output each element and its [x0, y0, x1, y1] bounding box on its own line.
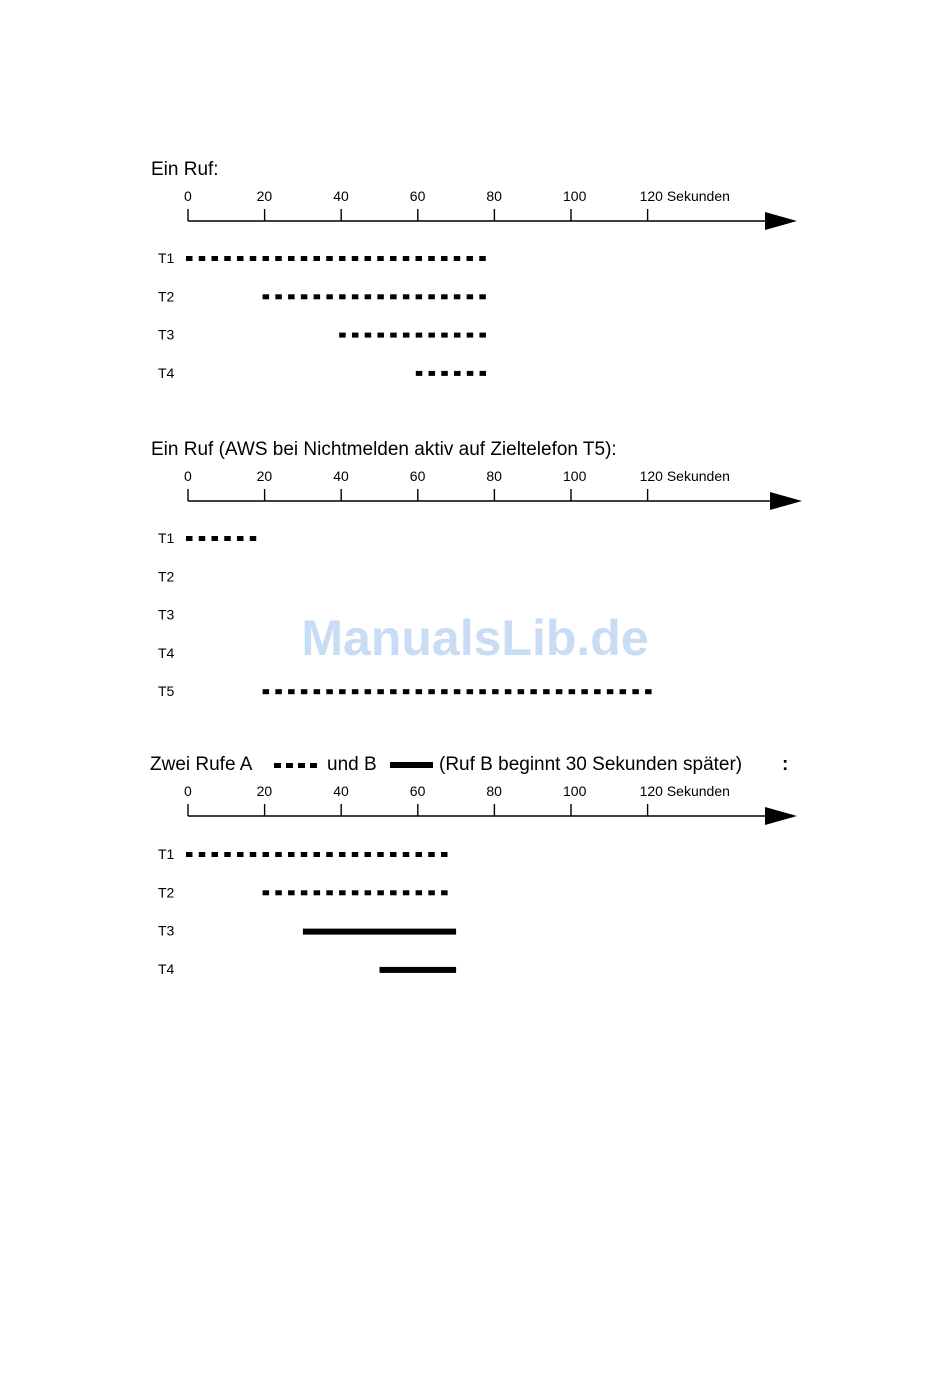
row-label-t5: T5 — [158, 683, 175, 700]
axis-tick-label: 40 — [333, 468, 349, 484]
axis-tick-label: 20 — [256, 468, 273, 484]
axis-tick-label: 20 — [256, 783, 273, 799]
dash — [365, 333, 372, 338]
axis-tick-label: 0 — [184, 468, 192, 484]
dash — [339, 333, 346, 338]
dash — [314, 256, 321, 261]
axis-tick-label: 120 Sekunden — [639, 783, 730, 799]
dash — [339, 294, 346, 299]
call-a-dotted-segment — [416, 371, 486, 376]
dash — [224, 852, 231, 857]
dash — [352, 256, 359, 261]
axis-tick-label: 0 — [184, 783, 192, 799]
dash — [441, 333, 448, 338]
dash — [301, 256, 308, 261]
dash — [186, 852, 193, 857]
dash — [492, 689, 499, 694]
dash — [467, 371, 474, 376]
dash — [352, 333, 359, 338]
diagram-1 — [151, 159, 797, 381]
dash — [390, 333, 397, 338]
dash — [607, 689, 614, 694]
diagram-2-axis — [184, 468, 802, 510]
dash — [377, 294, 384, 299]
dash — [224, 536, 231, 541]
dash — [326, 689, 333, 694]
dash — [275, 852, 282, 857]
diagram-1-rows — [158, 250, 486, 381]
dash — [416, 689, 423, 694]
dash — [594, 689, 601, 694]
row-label-t3: T3 — [158, 606, 175, 623]
row-label-t1: T1 — [158, 846, 175, 862]
diagram-3-title-part-1: Zwei Rufe A — [150, 754, 253, 775]
call-a-dotted-segment — [186, 852, 448, 857]
dash — [263, 689, 270, 694]
diagram-3-title-part-4: : — [782, 754, 789, 775]
dash — [467, 294, 474, 299]
axis-tick-label: 100 — [563, 783, 587, 799]
diagram-3-axis — [184, 783, 797, 825]
dash — [441, 371, 448, 376]
dash — [365, 294, 372, 299]
dash — [454, 333, 461, 338]
dash — [314, 890, 321, 895]
diagram-3-title-part-2: und B — [327, 754, 377, 775]
dash — [429, 371, 436, 376]
diagram-3 — [150, 754, 797, 977]
dash — [365, 256, 372, 261]
dash — [186, 536, 193, 541]
axis-tick-label: 80 — [486, 783, 502, 799]
dash — [275, 890, 282, 895]
dash — [377, 689, 384, 694]
dash — [199, 256, 206, 261]
axis-tick-label: 100 — [563, 188, 587, 204]
dash — [441, 689, 448, 694]
dash — [416, 852, 423, 857]
diagram-1-title: Ein Ruf: — [151, 159, 219, 180]
diagram-2-title: Ein Ruf (AWS bei Nichtmelden aktiv auf Zieltelefon T5): — [151, 439, 617, 460]
dash — [441, 852, 448, 857]
row-label-t3: T3 — [158, 922, 175, 939]
dash — [480, 371, 487, 376]
dash — [632, 689, 639, 694]
dash — [365, 852, 372, 857]
dash — [403, 256, 410, 261]
dash — [377, 256, 384, 261]
axis-tick-label: 120 Sekunden — [639, 468, 730, 484]
dash — [237, 852, 244, 857]
dash — [390, 294, 397, 299]
dash — [479, 689, 486, 694]
dash — [403, 689, 410, 694]
dash — [505, 689, 512, 694]
dash — [403, 333, 410, 338]
axis-arrow-icon — [765, 807, 797, 825]
axis-tick-label: 120 Sekunden — [639, 188, 730, 204]
dash — [263, 294, 270, 299]
dash — [441, 256, 448, 261]
dash — [467, 333, 474, 338]
dash — [314, 294, 321, 299]
dash — [556, 689, 563, 694]
dash — [288, 689, 295, 694]
dash — [237, 536, 244, 541]
dash — [428, 294, 435, 299]
dash — [288, 852, 295, 857]
dash — [428, 256, 435, 261]
dash — [416, 256, 423, 261]
axis-tick-label: 20 — [256, 188, 273, 204]
dash — [301, 852, 308, 857]
dash — [377, 890, 384, 895]
call-a-dotted-segment — [263, 689, 652, 694]
dash — [326, 256, 333, 261]
dash — [186, 256, 193, 261]
dash — [479, 294, 486, 299]
diagram-1-axis — [184, 188, 797, 230]
dash — [403, 890, 410, 895]
dash — [454, 294, 461, 299]
dash — [301, 294, 308, 299]
axis-arrow-icon — [765, 212, 797, 230]
axis-tick-label: 100 — [563, 468, 587, 484]
dash — [428, 333, 435, 338]
row-label-t3: T3 — [158, 326, 175, 343]
row-label-t2: T2 — [158, 568, 175, 585]
row-label-t2: T2 — [158, 884, 175, 901]
dash — [454, 371, 461, 376]
dash — [365, 689, 372, 694]
axis-tick-label: 60 — [409, 783, 426, 799]
dash — [288, 256, 295, 261]
dash — [428, 852, 435, 857]
call-a-dotted-segment — [186, 536, 256, 541]
dash — [416, 890, 423, 895]
dash — [390, 852, 397, 857]
dash — [212, 256, 219, 261]
dash — [518, 689, 525, 694]
dash — [620, 689, 627, 694]
dash — [224, 256, 231, 261]
row-label-t2: T2 — [158, 288, 175, 305]
dash — [237, 256, 244, 261]
row-label-t1: T1 — [158, 530, 175, 546]
legend-call-a-dotted-icon — [274, 763, 317, 768]
dash — [377, 333, 384, 338]
dash — [263, 890, 270, 895]
dash — [199, 536, 206, 541]
dash — [416, 371, 423, 376]
dash — [467, 689, 474, 694]
dash — [352, 890, 359, 895]
dash — [403, 294, 410, 299]
dash — [314, 852, 321, 857]
dash — [467, 256, 474, 261]
dash — [454, 689, 461, 694]
dash — [569, 689, 576, 694]
dash — [352, 294, 359, 299]
dash — [250, 852, 257, 857]
row-label-t4: T4 — [158, 960, 175, 977]
diagram-3-rows — [158, 846, 456, 977]
dash — [441, 294, 448, 299]
dash — [365, 890, 372, 895]
dash — [428, 689, 435, 694]
dash — [352, 852, 359, 857]
dash — [530, 689, 537, 694]
row-label-t1: T1 — [158, 250, 175, 266]
axis-tick-label: 80 — [486, 468, 502, 484]
dash — [339, 256, 346, 261]
dash — [479, 333, 486, 338]
dash — [543, 689, 550, 694]
dash — [250, 256, 257, 261]
dash — [199, 852, 206, 857]
dash — [339, 890, 346, 895]
axis-arrow-icon — [770, 492, 802, 510]
dash — [288, 890, 295, 895]
dash — [645, 689, 652, 694]
dash — [416, 333, 423, 338]
diagram-3-title — [150, 754, 788, 775]
dash — [314, 689, 321, 694]
call-b-solid-segment — [303, 929, 456, 935]
call-b-solid-segment — [380, 967, 457, 973]
axis-tick-label: 40 — [333, 188, 349, 204]
call-a-dotted-segment — [186, 256, 486, 261]
axis-tick-label: 80 — [486, 188, 502, 204]
dash — [441, 890, 448, 895]
dash — [263, 852, 270, 857]
axis-tick-label: 0 — [184, 188, 192, 204]
dash — [275, 256, 282, 261]
axis-tick-label: 40 — [333, 783, 349, 799]
dash — [275, 294, 282, 299]
dash — [326, 890, 333, 895]
dash — [326, 852, 333, 857]
dash — [339, 852, 346, 857]
dash — [212, 536, 219, 541]
dash — [428, 890, 435, 895]
axis-tick-label: 60 — [409, 188, 426, 204]
dash — [212, 852, 219, 857]
dash — [339, 689, 346, 694]
dash — [288, 294, 295, 299]
dash — [263, 256, 270, 261]
call-a-dotted-segment — [339, 333, 486, 338]
call-a-dotted-segment — [263, 890, 448, 895]
dash — [390, 890, 397, 895]
dash — [377, 852, 384, 857]
dash — [275, 689, 282, 694]
dash — [403, 852, 410, 857]
dash — [454, 256, 461, 261]
dash — [390, 689, 397, 694]
axis-tick-label: 60 — [409, 468, 426, 484]
dash — [581, 689, 588, 694]
legend-call-b-solid-icon — [390, 762, 433, 768]
dash — [479, 256, 486, 261]
watermark-logo: ManualsLib.de — [301, 610, 649, 666]
dash — [301, 890, 308, 895]
diagram-3-title-part-3: (Ruf B beginnt 30 Sekunden später) — [439, 754, 743, 775]
dash — [390, 256, 397, 261]
call-a-dotted-segment — [263, 294, 486, 299]
dash — [416, 294, 423, 299]
dash — [301, 689, 308, 694]
dash — [250, 536, 257, 541]
dash — [352, 689, 359, 694]
dash — [326, 294, 333, 299]
row-label-t4: T4 — [158, 364, 175, 381]
row-label-t4: T4 — [158, 644, 175, 661]
